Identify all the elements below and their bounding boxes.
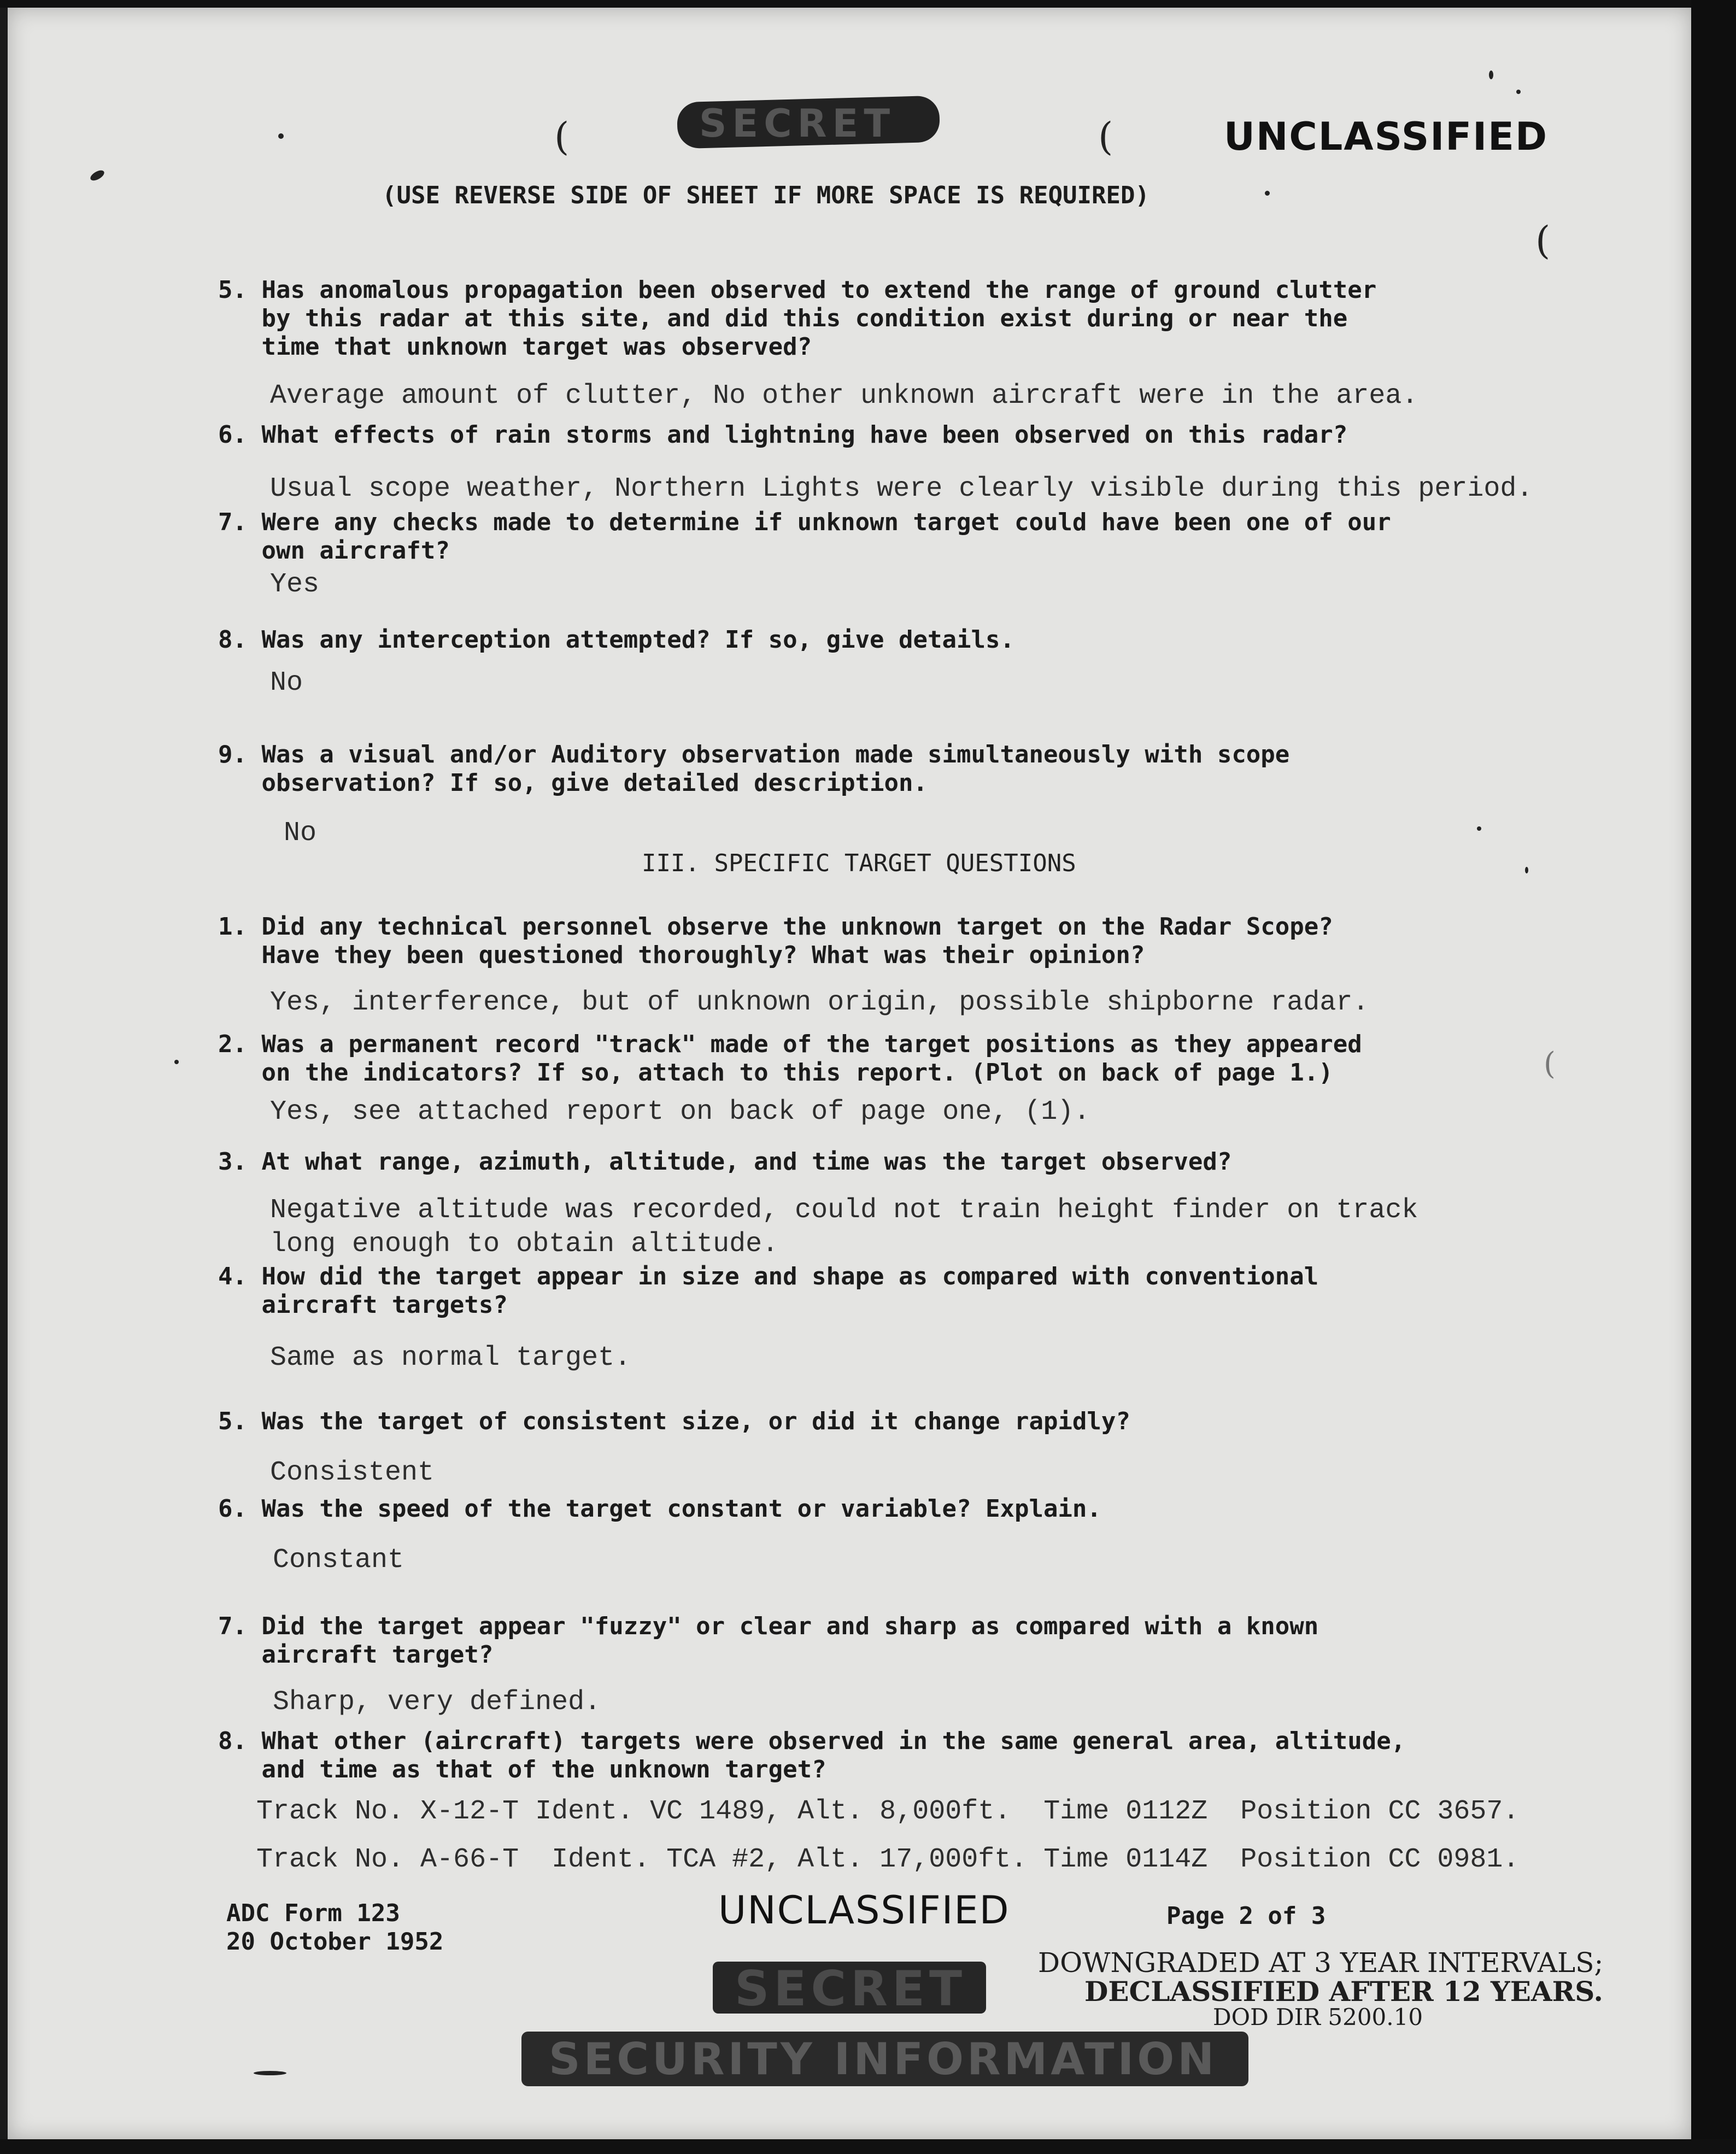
part3-question-3-line: 3. At what range, azimuth, altitude, and time was the target observed?: [218, 1148, 1232, 1176]
scan-speck: [254, 2071, 286, 2075]
part2-answer-5-line: No: [284, 818, 317, 849]
scan-mark-paren: (: [1544, 1046, 1556, 1082]
page-number: Page 2 of 3: [1166, 1902, 1326, 1930]
part3-question-2-line: on the indicators? If so, attach to this report. (Plot on back of page 1.): [218, 1059, 1333, 1087]
part2-question-2-line: 6. What effects of rain storms and lightning have been observed on this radar?: [218, 421, 1348, 449]
part3-answer-2-line: Yes, see attached report on back of page one, (1).: [270, 1096, 1090, 1128]
part2-question-3-line: 7. Were any checks made to determine if unknown target could have been one of our: [218, 508, 1391, 536]
part2-question-1-line: time that unknown target was observed?: [218, 333, 812, 361]
part3-question-4-line: 4. How did the target appear in size and shape as compared with conventional: [218, 1263, 1319, 1290]
unclassified-stamp-top: UNCLASSIFIED: [1224, 114, 1549, 159]
security-information-stamp: SECURITY INFORMATION: [511, 2022, 1254, 2093]
form-number: ADC Form 123: [226, 1899, 400, 1927]
part3-answer-6-line: Constant: [273, 1545, 404, 1576]
part3-question-1-line: Have they been questioned thoroughly? What was their opinion?: [218, 941, 1145, 969]
part3-answer-3-line: long enough to obtain altitude.: [270, 1229, 779, 1260]
part3-question-1-line: 1. Did any technical personnel observe the unknown target on the Radar Scope?: [218, 913, 1333, 941]
part3-question-8-line: 8. What other (aircraft) targets were observed in the same general area, altitude,: [218, 1727, 1406, 1755]
part3-question-7-line: 7. Did the target appear "fuzzy" or clear and sharp as compared with a known: [218, 1612, 1319, 1640]
secret-stamp-bottom: SECRET: [696, 1951, 992, 2022]
part3-answer-8-line: Track No. X-12-T Ident. VC 1489, Alt. 8,000ft. Time 0112Z Position CC 3657.: [256, 1796, 1520, 1827]
part3-answer-3-line: Negative altitude was recorded, could not train height finder on track: [270, 1195, 1418, 1226]
scan-speck: [89, 168, 105, 183]
form-date: 20 October 1952: [226, 1928, 444, 1956]
part3-question-6-line: 6. Was the speed of the target constant or variable? Explain.: [218, 1495, 1101, 1523]
downgrade-line-2: DECLASSIFIED AFTER 12 YEARS.: [1084, 1975, 1603, 2008]
scan-speck: [1265, 191, 1270, 196]
part3-question-4-line: aircraft targets?: [218, 1291, 508, 1319]
part2-question-4-line: 8. Was any interception attempted? If so, give details.: [218, 626, 1014, 654]
part2-question-5-line: observation? If so, give detailed description.: [218, 769, 928, 797]
part2-answer-2-line: Usual scope weather, Northern Lights were clearly visible during this period.: [270, 473, 1533, 504]
part2-question-5-line: 9. Was a visual and/or Auditory observation made simultaneously with scope: [218, 741, 1290, 768]
secret-stamp-top: SECRET: [677, 92, 951, 152]
part3-answer-1-line: Yes, interference, but of unknown origin, possible shipborne radar.: [270, 987, 1369, 1018]
scan-speck: [1477, 826, 1481, 831]
scan-mark-paren: (: [1098, 114, 1113, 159]
section-title: III. SPECIFIC TARGET QUESTIONS: [642, 849, 1076, 877]
scan-mark-paren: (: [1535, 218, 1551, 263]
scan-speck: [1525, 867, 1528, 873]
part2-answer-3-line: Yes: [270, 569, 320, 600]
part3-answer-7-line: Sharp, very defined.: [273, 1687, 601, 1718]
instruction-line: (USE REVERSE SIDE OF SHEET IF MORE SPACE IS REQUIRED): [382, 181, 1149, 209]
document-page: [8, 8, 1691, 2139]
scan-speck: [278, 133, 284, 139]
part2-question-3-line: own aircraft?: [218, 537, 450, 565]
scan-border-right: [1691, 0, 1736, 2154]
downgrade-line-1: DOWNGRADED AT 3 YEAR INTERVALS;: [1038, 1947, 1604, 1979]
part2-answer-1-line: Average amount of clutter, No other unknown aircraft were in the area.: [270, 380, 1418, 412]
part3-answer-4-line: Same as normal target.: [270, 1342, 631, 1374]
part2-answer-4-line: No: [270, 667, 303, 699]
part2-question-1-line: by this radar at this site, and did this condition exist during or near the: [218, 304, 1348, 332]
scan-speck: [1489, 71, 1493, 79]
part3-answer-8-line: Track No. A-66-T Ident. TCA #2, Alt. 17,000ft. Time 0114Z Position CC 0981.: [256, 1844, 1520, 1875]
part2-question-1-line: 5. Has anomalous propagation been observed to extend the range of ground clutter: [218, 276, 1377, 304]
unclassified-stamp-bottom: UNCLASSIFIED: [718, 1888, 1010, 1933]
part3-question-5-line: 5. Was the target of consistent size, or did it change rapidly?: [218, 1407, 1130, 1435]
part3-question-7-line: aircraft target?: [218, 1641, 494, 1669]
scan-speck: [1516, 90, 1521, 94]
part3-question-2-line: 2. Was a permanent record "track" made of the target positions as they appeared: [218, 1030, 1362, 1058]
downgrade-line-3: DOD DIR 5200.10: [1213, 2004, 1423, 2030]
scan-mark-paren: (: [554, 114, 570, 159]
scan-border-bottom: [0, 2139, 1736, 2154]
scan-speck: [174, 1060, 179, 1064]
part3-answer-5-line: Consistent: [270, 1457, 435, 1488]
part3-question-8-line: and time as that of the unknown target?: [218, 1756, 826, 1783]
scan-border-top: [0, 0, 1736, 8]
